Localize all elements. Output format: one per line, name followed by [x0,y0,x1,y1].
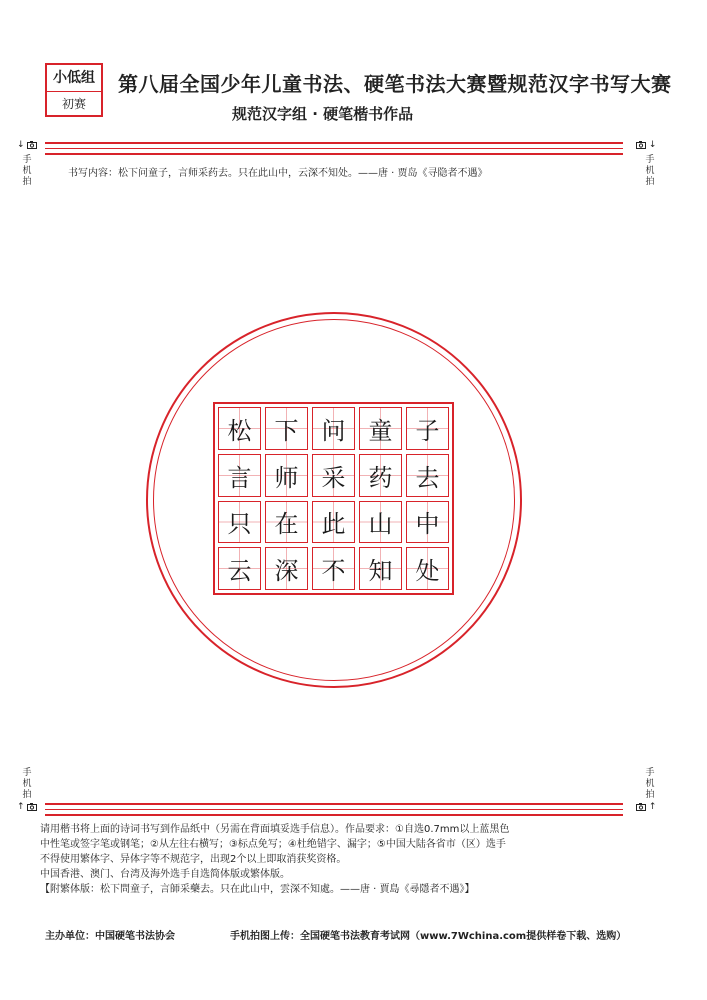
camera-icon [27,141,37,149]
grid-cell: 中 [406,501,449,544]
arrow-down-icon: ↓ [17,140,25,150]
bottom-left-phone-label: 手机拍 [22,768,32,800]
bottom-right-marker [636,802,656,812]
camera-icon [636,141,646,149]
grid-cell: 采 [312,454,355,497]
group-badge [45,63,103,117]
grid-cell: 深 [265,547,308,590]
instructions-block [40,822,670,897]
grid-cell: 山 [359,501,402,544]
bottom-rule-3 [45,814,623,816]
arrow-up-icon: ↑ [17,802,25,812]
top-right-phone-label: 手机拍 [645,155,655,187]
top-left-marker [17,140,37,150]
grid-cell: 松 [218,407,261,450]
grid-cell: 在 [265,501,308,544]
grid-cell: 师 [265,454,308,497]
bottom-rule-1 [45,803,623,805]
grid-cell: 知 [359,547,402,590]
grid-cell: 处 [406,547,449,590]
upload-text: 手机拍图上传：全国硬笔书法教育考试网（www.7Wchina.com提供样卷下载、选购） [230,931,627,942]
camera-icon [27,803,37,811]
top-rule-1 [45,142,623,144]
grid-cell: 云 [218,547,261,590]
bottom-left-marker [17,802,37,812]
writing-grid [213,402,454,595]
top-rule-2 [45,148,623,149]
arrow-up-icon: ↑ [648,802,657,812]
instructions-line: 请用楷书将上面的诗词书写到作品纸中（另需在背面填妥选手信息）。作品要求：①自选0.7mm以上蓝黑色 [40,824,510,835]
instructions-line: 不得使用繁体字、异体字等不规范字，出现2个以上即取消获奖资格。 [40,854,347,865]
grid-cell: 只 [218,501,261,544]
page-title: 第八届全国少年儿童书法、硬笔书法大赛暨规范汉字书写大赛 [118,72,672,96]
grid-cell: 去 [406,454,449,497]
grid-cell: 言 [218,454,261,497]
grid-cell: 药 [359,454,402,497]
camera-icon [636,803,646,811]
grid-cell: 此 [312,501,355,544]
badge-group-label: 小低组 [47,65,101,92]
grid-cell: 子 [406,407,449,450]
organizer-text: 主办单位：中国硬笔书法协会 [45,931,175,942]
bottom-right-phone-label: 手机拍 [645,768,655,800]
top-right-marker [636,140,656,150]
grid-cell: 不 [312,547,355,590]
instructions-line: 中国香港、澳门、台湾及海外选手自选简体版或繁体版。 [40,869,290,880]
grid-cell: 童 [359,407,402,450]
grid-cell: 下 [265,407,308,450]
arrow-down-icon: ↓ [648,140,657,150]
top-left-phone-label: 手机拍 [22,155,32,187]
instructions-line: 【附繁体版：松下問童子，言師采藥去。只在此山中，雲深不知處。——唐 · 賈島《尋隱者不遇》】 [40,884,475,895]
badge-round-label: 初赛 [61,97,86,111]
grid-cell: 问 [312,407,355,450]
top-rule-3 [45,153,623,155]
instructions-line: 中性笔或签字笔或钢笔；②从左往右横写；③标点免写；④杜绝错字、漏字；⑤中国大陆各省市（区）选手 [40,839,506,850]
bottom-rule-2 [45,809,623,810]
page-subtitle: 规范汉字组 · 硬笔楷书作品 [232,105,414,123]
writing-content: 书写内容：松下问童子，言师采药去。只在此山中，云深不知处。——唐 · 贾岛《寻隐者不遇》 [68,168,488,179]
